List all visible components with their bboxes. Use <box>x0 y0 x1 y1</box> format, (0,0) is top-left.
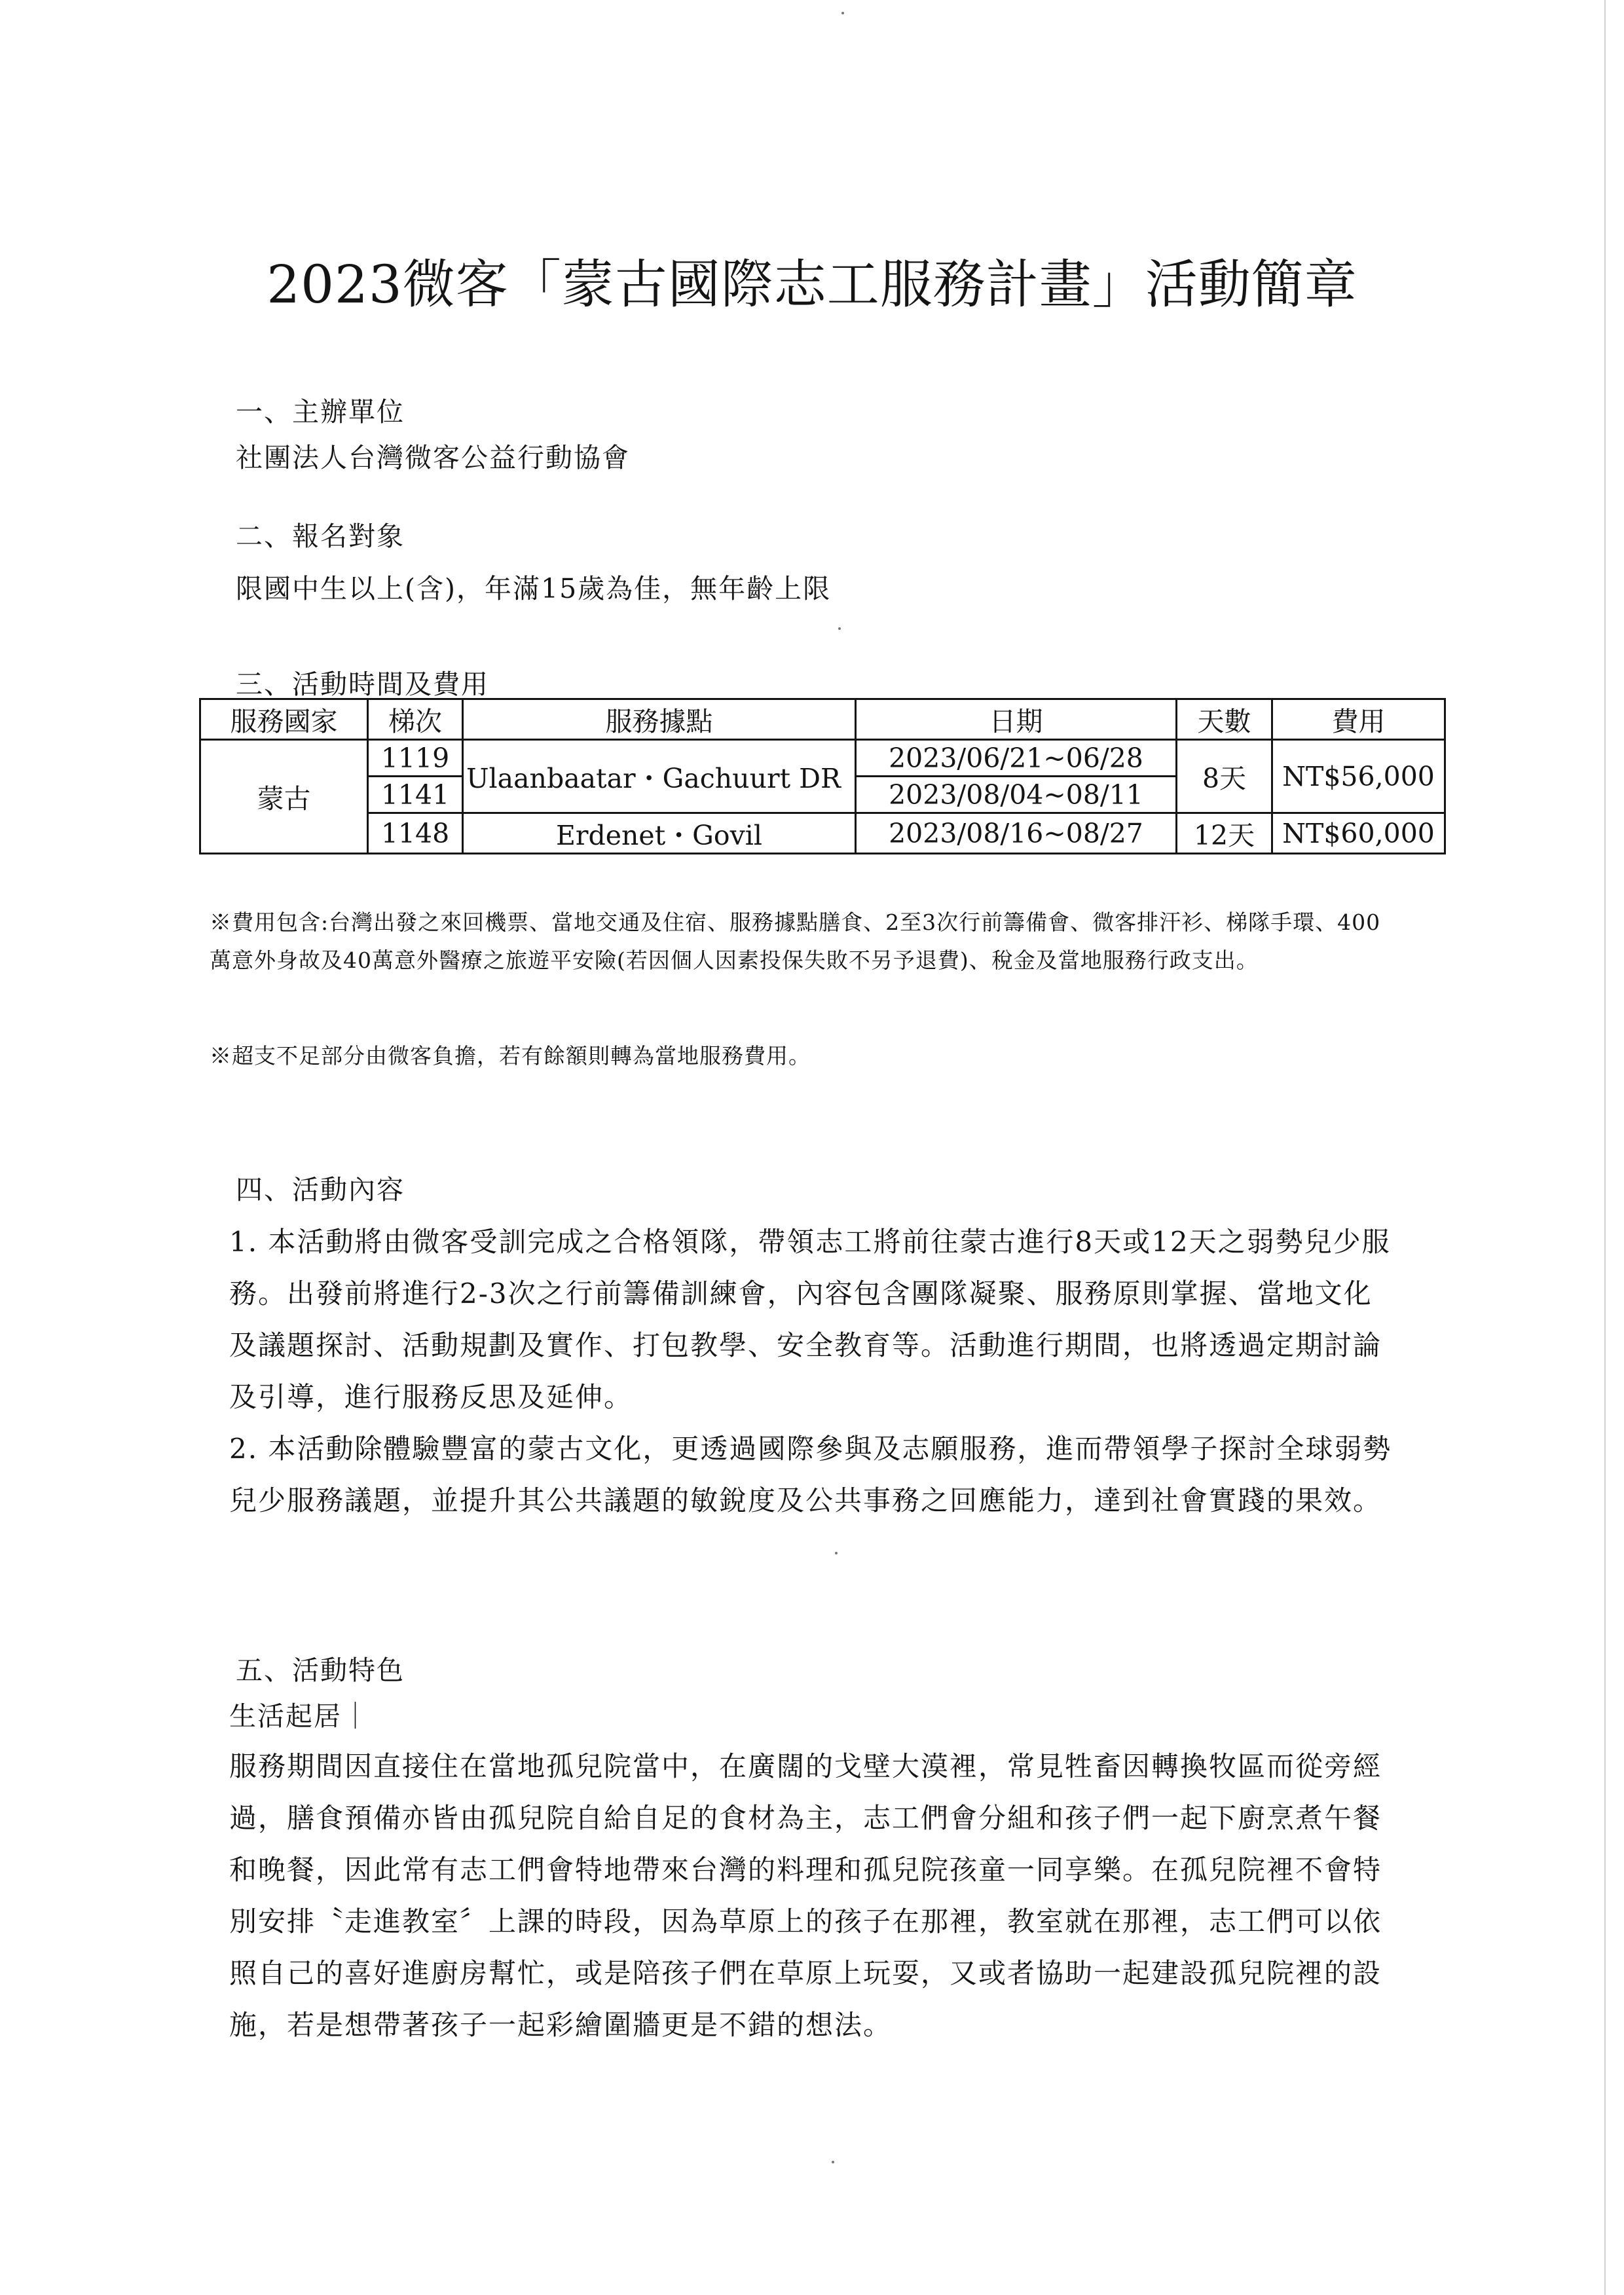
date-cell: 2023/06/21~06/28 <box>856 740 1177 777</box>
eligibility-text: 限國中生以上(含)，年滿15歲為佳，無年齡上限 <box>236 573 832 604</box>
table-row <box>200 740 1445 777</box>
section-schedule-fees-heading: 三、活動時間及費用 <box>236 669 489 700</box>
fee-cell: NT$60,000 <box>1272 813 1445 854</box>
header-date: 日期 <box>856 699 1177 740</box>
batch-cell: 1141 <box>368 777 463 813</box>
header-batch: 梯次 <box>368 699 463 740</box>
date-cell: 2023/08/16~08/27 <box>856 813 1177 854</box>
country-cell: 蒙古 <box>200 740 368 854</box>
header-days: 天數 <box>1177 699 1272 740</box>
fee-cell: NT$56,000 <box>1272 740 1445 813</box>
scan-speck <box>832 2161 834 2163</box>
page-title: 2023微客「蒙古國際志工服務計畫」活動簡章 <box>267 254 1357 315</box>
header-country: 服務國家 <box>200 699 368 740</box>
header-location: 服務據點 <box>463 699 856 740</box>
batch-cell: 1119 <box>368 740 463 777</box>
scan-speck <box>835 1552 838 1554</box>
schedule-fee-table <box>199 698 1446 854</box>
table-row <box>200 813 1445 854</box>
organizer-name: 社團法人台灣微客公益行動協會 <box>236 442 630 473</box>
date-cell: 2023/08/04~08/11 <box>856 777 1177 813</box>
location-cell: Ulaanbaatar・Gachuurt DR <box>463 740 856 813</box>
section-organizer-heading: 一、主辦單位 <box>236 396 405 428</box>
overspend-note: ※超支不足部分由微客負擔，若有餘額則轉為當地服務費用。 <box>210 1043 811 1069</box>
days-cell: 8天 <box>1177 740 1272 813</box>
location-cell: Erdenet・Govil <box>463 813 856 854</box>
section-eligibility-heading: 二、報名對象 <box>236 521 405 552</box>
scan-edge-line <box>1604 0 1606 2295</box>
table-header-row <box>200 699 1445 740</box>
features-subheading: 生活起居｜ <box>229 1700 370 1732</box>
features-paragraph: 服務期間因直接住在當地孤兒院當中，在廣闊的戈壁大漠裡，常見牲畜因轉換牧區而從旁經過，膳食預備亦皆由孤兒院自給自足的食材為主，志工們會分組和孩子們一起下廚烹煮午餐和晚餐，因此常有志工們會特地帶來台灣的料理和孤兒院孩童一同享樂。在孤兒院裡不會特別安排〝走進教室〞上課的時段，因為草原上的孩子在那裡，教室就在那裡，志工們可以依照自己的喜好進廚房幫忙，或是陪孩子們在草原上玩耍，又或者協助一起建設孤兒院裡的設施，若是想帶著孩子一起彩繪圍牆更是不錯的想法。 <box>229 1750 1382 2041</box>
batch-cell: 1148 <box>368 813 463 854</box>
days-cell: 12天 <box>1177 813 1272 854</box>
content-paragraph-1: 1. 本活動將由微客受訓完成之合格領隊，帶領志工將前往蒙古進行8天或12天之弱勢兒少服務。出發前將進行2-3次之行前籌備訓練會，內容包含團隊凝聚、服務原則掌握、當地文化及議題探討、活動規劃及實作、打包教學、安全教育等。活動進行期間，也將透過定期討論及引導，進行服務反思及延伸。 <box>229 1226 1391 1413</box>
section-features-heading: 五、活動特色 <box>236 1655 405 1686</box>
section-content-heading: 四、活動內容 <box>236 1174 405 1205</box>
scan-speck <box>838 627 841 630</box>
fee-inclusion-note: ※費用包含:台灣出發之來回機票、當地交通及住宿、服務據點膳食、2至3次行前籌備會、微客排汗衫、梯隊手環、400萬意外身故及40萬意外醫療之旅遊平安險(若因個人因素投保失敗不另予退費)、稅金及當地服務行政支出。 <box>210 909 1381 973</box>
header-fee: 費用 <box>1272 699 1445 740</box>
scan-speck <box>841 12 844 14</box>
content-paragraph-2: 2. 本活動除體驗豐富的蒙古文化，更透過國際參與及志願服務，進而帶領學子探討全球弱勢兒少服務議題，並提升其公共議題的敏銳度及公共事務之回應能力，達到社會實踐的果效。 <box>229 1433 1392 1516</box>
